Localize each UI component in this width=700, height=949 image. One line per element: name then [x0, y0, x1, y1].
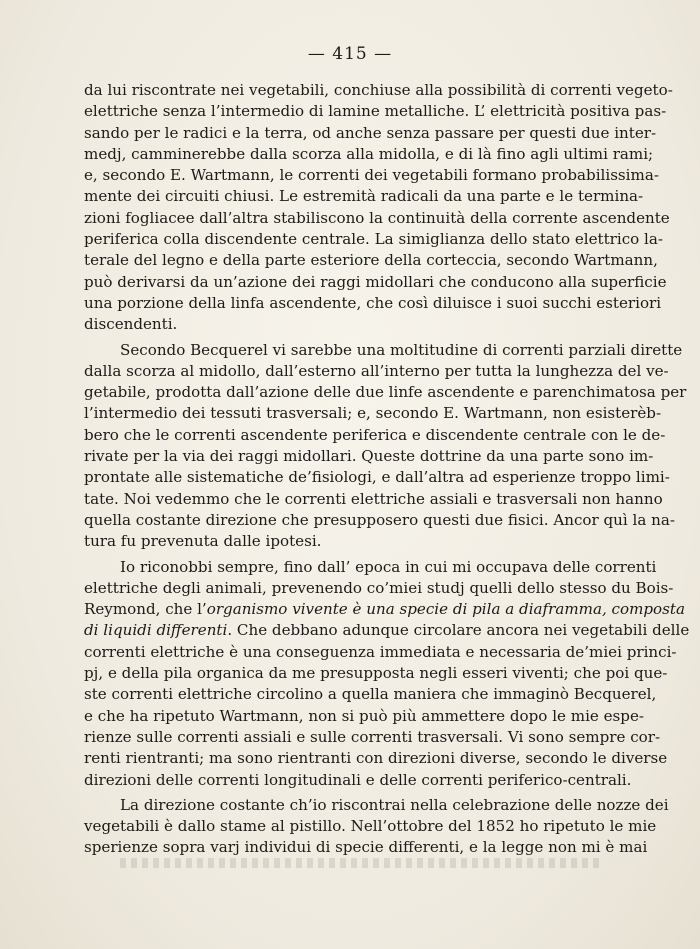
text-line: può derivarsi da un’azione dei raggi midollari che conducono alla superficie: [84, 272, 667, 291]
text-line: getabile, prodotta dall’azione delle due linfe ascendente e parenchimatosa per: [84, 383, 687, 402]
text-line: terale del legno e della parte esteriore della corteccia, secondo Wartmann,: [84, 251, 658, 270]
text-line: correnti elettriche è una conseguenza immediata e necessaria de’miei princi-: [84, 642, 677, 661]
text-line: da lui riscontrate nei vegetabili, conchiuse alla possibilità di correnti vegeto-: [84, 81, 673, 99]
text-line: mente dei circuiti chiusi. Le estremità radicali da una parte e le termina-: [84, 187, 644, 206]
text-line: elettriche senza l’intermedio di lamine metalliche. L’ elettricità positiva pas-: [84, 102, 667, 121]
text-line: rivate per la via dei raggi midollari. Queste dottrine da una parte sono im-: [84, 447, 654, 466]
text-line: Io riconobbi sempre, fino dall’ epoca in cui mi occupava delle correnti: [120, 557, 657, 576]
text-line: Reymond, che l’organismo vivente è una specie di pila a diaframma, composta: [84, 600, 685, 619]
text-line: direzioni delle correnti longitudinali e delle correnti periferico-centrali.: [84, 770, 632, 789]
text-line: Secondo Becquerel vi sarebbe una moltitudine di correnti parziali dirette: [120, 340, 683, 359]
page-number-header: — 415 —: [307, 44, 393, 64]
text-line: quella costante direzione che presupposero questi due fisici. Ancor quì la na-: [84, 510, 675, 529]
text-line: ste correnti elettriche circolino a quella maniera che immaginò Becquerel,: [84, 685, 657, 704]
text-line: di liquidi differenti. Che debbano adunque circolare ancora nei vegetabili delle: [84, 621, 690, 640]
text-line: La direzione costante ch’io riscontrai nella celebrazione delle nozze dei: [120, 795, 669, 814]
text-line: bero che le correnti ascendente periferica e discendente centrale con le de-: [84, 425, 666, 444]
text-line: medj, camminerebbe dalla scorza alla midolla, e di là fino agli ultimi rami;: [84, 144, 654, 163]
text-line: prontate alle sistematiche de’fisiologi, e dall’altra ad esperienze troppo limi-: [84, 468, 670, 487]
text-line: dalla scorza al midollo, dall’esterno all’interno per tutta la lunghezza del ve-: [84, 361, 669, 380]
text-line: discendenti.: [84, 315, 178, 334]
text-line: rienze sulle correnti assiali e sulle correnti trasversali. Vi sono sempre cor-: [84, 727, 661, 746]
text-line: e che ha ripetuto Wartmann, non si può più ammettere dopo le mie espe-: [84, 706, 644, 725]
text-line: l’intermedio dei tessuti trasversali; e, secondo E. Wartmann, non esisterèb-: [84, 404, 662, 423]
text-line: pj, e della pila organica da me presupposta negli esseri viventi; che poi que-: [84, 664, 668, 683]
text-line: periferica colla discendente centrale. La simiglianza dello stato elettrico la-: [84, 230, 663, 249]
text-line: sperienze sopra varj individui di specie differenti, e la legge non mi è mai: [84, 838, 648, 857]
text-line: elettriche degli animali, prevenendo co’miei studj quelli dello stesso du Bois-: [84, 578, 674, 597]
text-line: zioni fogliacee dall’altra stabiliscono la continuità della corrente ascendente: [84, 208, 670, 227]
italic-phrase: di liquidi differenti: [84, 621, 228, 640]
text-line: tura fu prevenuta dalle ipotesi.: [84, 532, 322, 551]
body-text: [84, 80, 690, 859]
text-line: renti rientranti; ma sono rientranti con direzioni diverse, secondo le diverse: [84, 749, 668, 768]
text-line: tate. Noi vedemmo che le correnti elettriche assiali e trasversali non hanno: [84, 489, 663, 508]
italic-phrase: organismo vivente è una specie di pila a diaframma, composta: [206, 600, 685, 619]
text-line: una porzione della linfa ascendente, che così diluisce i suoi succhi esteriori: [84, 293, 662, 312]
text-line: sando per le radici e la terra, od anche senza passare per questi due inter-: [84, 123, 657, 142]
ink-bleed-through: [120, 858, 600, 868]
text-line: e, secondo E. Wartmann, le correnti dei vegetabili formano probabilissima-: [84, 166, 659, 185]
text-line: vegetabili è dallo stame al pistillo. Nell’ottobre del 1852 ho ripetuto le mie: [84, 817, 657, 836]
